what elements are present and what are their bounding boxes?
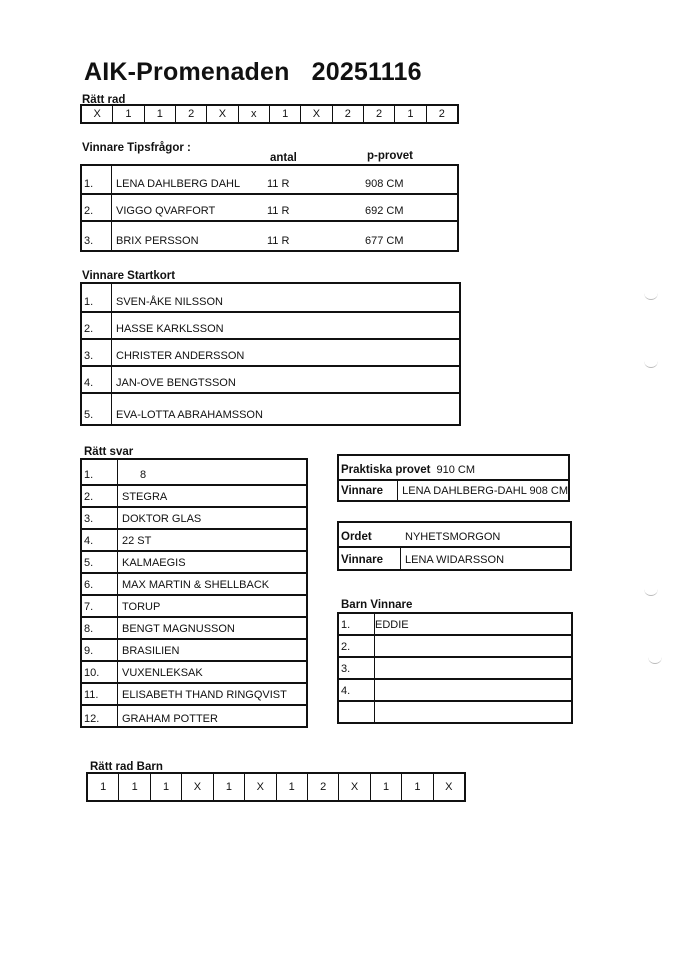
ratt-rad-cell: 2 xyxy=(333,106,364,122)
table-row xyxy=(82,530,306,552)
antal-value: 11 R xyxy=(267,178,290,190)
tips-label: Vinnare Tipsfrågor : xyxy=(82,142,191,154)
ratt-rad-cell: X xyxy=(207,106,238,122)
table-row xyxy=(82,618,306,640)
binder-hole-mark xyxy=(644,588,658,596)
ratt-rad-cell: 2 xyxy=(364,106,395,122)
table-row xyxy=(82,222,457,250)
page-title xyxy=(84,58,422,87)
table-row xyxy=(339,456,568,481)
ratt-rad-cell: 1 xyxy=(270,106,301,122)
row-number: 7. xyxy=(82,596,118,616)
table-row xyxy=(82,684,306,706)
ratt-rad-barn-cell: X xyxy=(182,774,213,800)
row-number: 6. xyxy=(82,574,118,594)
table-row xyxy=(82,596,306,618)
ratt-rad-barn-cell: X xyxy=(445,781,453,793)
row-number: 1. xyxy=(82,284,112,311)
winner-name xyxy=(375,636,571,656)
table-row xyxy=(82,508,306,530)
row-number: 2. xyxy=(82,195,112,220)
ratt-rad-row xyxy=(80,104,459,124)
table-row xyxy=(339,636,571,658)
table-row xyxy=(82,486,306,508)
binder-hole-mark xyxy=(644,292,658,300)
praktiska-cell xyxy=(339,456,568,479)
row-number: 2. xyxy=(82,313,112,338)
row-number: 4. xyxy=(82,367,112,392)
pprovet-value: 908 CM xyxy=(365,178,404,190)
ratt-rad-barn-cell: 2 xyxy=(308,774,339,800)
table-row xyxy=(339,481,568,500)
ratt-rad-barn-cell: X xyxy=(245,774,276,800)
winner-name: HASSE KARKLSSON xyxy=(116,323,224,335)
ratt-rad-barn-label: Rätt rad Barn xyxy=(90,761,163,773)
winner-name: SVEN-ÅKE NILSSON xyxy=(116,296,223,308)
winner-label: Vinnare xyxy=(339,548,401,569)
table-row xyxy=(82,166,457,195)
row-number: 3. xyxy=(82,340,112,365)
barn-table xyxy=(337,612,573,724)
row-number: 1. xyxy=(82,166,112,193)
ratt-rad-cell: 1 xyxy=(395,106,426,122)
table-row xyxy=(82,640,306,662)
pprovet-value: 692 CM xyxy=(365,205,404,217)
ratt-rad-cell: 2 xyxy=(438,108,445,120)
answer: 22 ST xyxy=(122,535,152,547)
ratt-svar-table xyxy=(80,458,308,728)
ordet-value: NYHETSMORGON xyxy=(405,531,501,543)
answer: TORUP xyxy=(122,601,161,613)
table-row xyxy=(82,284,459,313)
binder-hole-mark xyxy=(644,360,658,368)
row-number: 3. xyxy=(339,658,375,678)
winner-name: EVA-LOTTA ABRAHAMSSON xyxy=(116,409,263,421)
ratt-rad-barn-cell: 1 xyxy=(151,774,182,800)
ratt-rad-cell: X xyxy=(301,106,332,122)
ratt-svar-label: Rätt svar xyxy=(84,446,134,458)
table-row xyxy=(339,680,571,702)
row-number: 3. xyxy=(82,222,112,250)
winner-label: Vinnare xyxy=(339,481,398,500)
answer: ELISABETH THAND RINGQVIST xyxy=(122,689,287,701)
answer: BRASILIEN xyxy=(122,645,180,657)
answer: BENGT MAGNUSSON xyxy=(122,623,235,635)
antal-value: 11 R xyxy=(267,235,290,247)
winner-name: LENA WIDARSSON xyxy=(405,554,505,566)
ratt-rad-label: Rätt rad xyxy=(82,94,126,106)
table-row xyxy=(82,552,306,574)
ordet-table xyxy=(337,521,572,571)
ordet-label: Ordet xyxy=(341,531,372,543)
row-number: 3. xyxy=(82,508,118,528)
answer: DOKTOR GLAS xyxy=(122,513,202,525)
table-row xyxy=(82,394,459,424)
table-row xyxy=(82,340,459,367)
winner-name: LENA DAHLBERG-DAHL 908 CM xyxy=(402,485,568,497)
table-row xyxy=(82,460,306,486)
winner-name xyxy=(375,702,571,722)
row-number: 1. xyxy=(82,460,118,484)
row-number: 11. xyxy=(82,684,118,704)
praktiska-label: Praktiska provet xyxy=(341,464,431,476)
table-row xyxy=(82,662,306,684)
table-row xyxy=(82,574,306,596)
praktiska-table xyxy=(337,454,570,502)
row-number: 4. xyxy=(82,530,118,550)
startkort-table xyxy=(80,282,461,426)
winner-name: LENA DAHLBERG DAHL xyxy=(116,178,241,190)
row-number: 10. xyxy=(82,662,118,682)
row-number: 1. xyxy=(339,614,375,634)
winner-name: JAN-OVE BENGTSSON xyxy=(116,377,236,389)
row-number: 4. xyxy=(339,680,375,700)
ratt-rad-barn-cell: 1 xyxy=(119,774,150,800)
answer: GRAHAM POTTER xyxy=(122,713,218,725)
row-number: 2. xyxy=(82,486,118,506)
ratt-rad-cell: 1 xyxy=(145,106,176,122)
ratt-rad-barn-row xyxy=(86,772,466,802)
tips-col-antal: antal xyxy=(270,152,297,164)
table-row xyxy=(82,195,457,222)
row-number: 9. xyxy=(82,640,118,660)
ratt-rad-barn-cell: 1 xyxy=(88,774,119,800)
antal-value: 11 R xyxy=(267,205,290,217)
winner-name: VIGGO QVARFORT xyxy=(116,205,216,217)
table-row xyxy=(339,523,570,548)
answer: KALMAEGIS xyxy=(122,557,186,569)
table-row xyxy=(339,548,570,569)
ratt-rad-cell: X xyxy=(82,106,113,122)
row-number xyxy=(339,702,375,722)
barn-label: Barn Vinnare xyxy=(341,599,413,611)
tips-table xyxy=(80,164,459,252)
winner-name xyxy=(375,680,571,700)
event-name: AIK-Promenaden xyxy=(84,58,290,86)
row-number: 2. xyxy=(339,636,375,656)
binder-hole-mark xyxy=(648,656,662,664)
ratt-rad-cell: 2 xyxy=(176,106,207,122)
answer: VUXENLEKSAK xyxy=(122,667,203,679)
event-date: 20251116 xyxy=(311,58,422,86)
ratt-rad-barn-cell: 1 xyxy=(402,774,433,800)
tips-col-pprovet: p-provet xyxy=(367,150,413,162)
row-number: 8. xyxy=(82,618,118,638)
startkort-label: Vinnare Startkort xyxy=(82,270,176,282)
winner-name: EDDIE xyxy=(375,619,409,631)
ratt-rad-cell: 1 xyxy=(113,106,144,122)
answer: 8 xyxy=(140,469,147,481)
ratt-rad-barn-cell: 1 xyxy=(371,774,402,800)
table-row xyxy=(339,658,571,680)
row-number: 5. xyxy=(82,394,112,424)
pprovet-value: 677 CM xyxy=(365,235,404,247)
row-number: 5. xyxy=(82,552,118,572)
table-row xyxy=(339,702,571,722)
ratt-rad-barn-cell: 1 xyxy=(277,774,308,800)
table-row xyxy=(82,313,459,340)
table-row xyxy=(82,367,459,394)
winner-name: CHRISTER ANDERSSON xyxy=(116,350,245,362)
answer: STEGRA xyxy=(122,491,168,503)
table-row xyxy=(82,706,306,728)
winner-name: BRIX PERSSON xyxy=(116,235,199,247)
winner-name xyxy=(375,658,571,678)
row-number: 12. xyxy=(82,706,118,728)
answer: MAX MARTIN & SHELLBACK xyxy=(122,579,270,591)
ratt-rad-barn-cell: 1 xyxy=(214,774,245,800)
ratt-rad-barn-cell: X xyxy=(339,774,370,800)
ratt-rad-cell: x xyxy=(239,106,270,122)
praktiska-value: 910 CM xyxy=(436,464,476,476)
table-row xyxy=(339,614,571,636)
